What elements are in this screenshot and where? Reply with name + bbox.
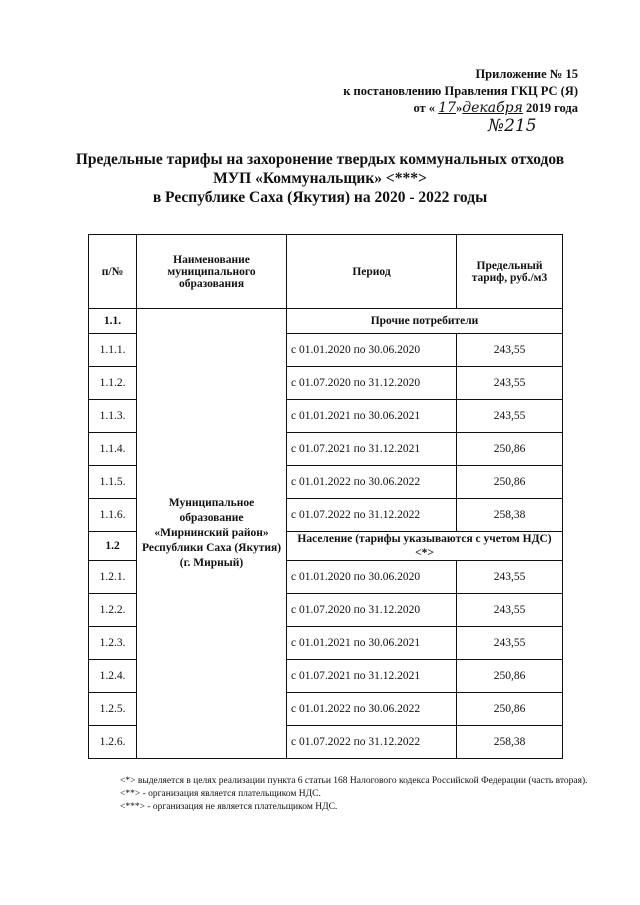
section-title: Прочие потребители (287, 309, 563, 334)
handwritten-document-number: №215 (488, 116, 537, 136)
row-period: с 01.07.2020 по 31.12.2020 (287, 594, 457, 627)
header-municipality: Наименование муниципального образования (137, 235, 287, 309)
row-tariff: 243,55 (457, 627, 563, 660)
row-number: 1.2.6. (89, 726, 137, 759)
row-tariff: 258,38 (457, 726, 563, 759)
appendix-number: Приложение № 15 (475, 67, 578, 81)
row-period: с 01.01.2020 по 30.06.2020 (287, 561, 457, 594)
row-number: 1.1.3. (89, 400, 137, 433)
appendix-date: от « 17»декабря 2019 года (413, 100, 578, 116)
appendix-block (343, 66, 578, 117)
footnotes (78, 775, 588, 814)
row-tariff: 243,55 (457, 400, 563, 433)
row-number: 1.1.4. (89, 433, 137, 466)
header-period: Период (287, 235, 457, 309)
row-number: 1.2.2. (89, 594, 137, 627)
tariff-table (88, 234, 563, 759)
section-number: 1.2 (89, 532, 137, 561)
row-tariff: 250,86 (457, 466, 563, 499)
row-number: 1.2.5. (89, 693, 137, 726)
row-period: с 01.01.2021 по 30.06.2021 (287, 400, 457, 433)
row-period: с 01.07.2022 по 31.12.2022 (287, 726, 457, 759)
row-tariff: 243,55 (457, 367, 563, 400)
row-period: с 01.01.2020 по 30.06.2020 (287, 334, 457, 367)
row-period: с 01.07.2021 по 31.12.2021 (287, 660, 457, 693)
header-tariff: Предельный тариф, руб./м3 (457, 235, 563, 309)
row-tariff: 250,86 (457, 693, 563, 726)
row-tariff: 243,55 (457, 334, 563, 367)
row-number: 1.1.2. (89, 367, 137, 400)
row-period: с 01.01.2022 по 30.06.2022 (287, 693, 457, 726)
page-title (60, 150, 580, 207)
row-period: с 01.07.2022 по 31.12.2022 (287, 499, 457, 532)
row-period: с 01.07.2020 по 31.12.2020 (287, 367, 457, 400)
row-number: 1.2.1. (89, 561, 137, 594)
footnote-not-vat-payer: <***> - организация не является плательщиком НДС. (120, 802, 338, 812)
row-tariff: 243,55 (457, 561, 563, 594)
row-number: 1.1.1. (89, 334, 137, 367)
appendix-reference: к постановлению Правления ГКЦ РС (Я) (343, 84, 578, 98)
title-line-2: МУП «Коммунальщик» <***> (213, 170, 427, 187)
section-number: 1.1. (89, 309, 137, 334)
footnote-vat-payer: <**> - организация является плательщиком НДС. (120, 789, 321, 799)
title-line-1: Предельные тарифы на захоронение твердых коммунальных отходов (75, 151, 565, 168)
table-header-row (89, 235, 563, 309)
row-number: 1.2.4. (89, 660, 137, 693)
row-tariff: 250,86 (457, 660, 563, 693)
header-num: п/№ (89, 235, 137, 309)
row-tariff: 250,86 (457, 433, 563, 466)
row-period: с 01.01.2021 по 30.06.2021 (287, 627, 457, 660)
row-tariff: 258,38 (457, 499, 563, 532)
footnote-vat-included: <*> выделяется в целях реализации пункта 6 статьи 168 Налогового кодекса Российской Федерации (часть вторая). (120, 776, 588, 786)
row-number: 1.1.5. (89, 466, 137, 499)
section-title: Население (тарифы указываются с учетом НДС) <*> (287, 532, 563, 561)
section-row (89, 309, 563, 334)
title-line-3: в Республике Саха (Якутия) на 2020 - 2022 годы (152, 189, 488, 206)
municipality-name: Муниципальное образование «Мирнинский район» Республики Саха (Якутия) (г. Мирный) (137, 309, 287, 759)
row-number: 1.2.3. (89, 627, 137, 660)
row-period: с 01.01.2022 по 30.06.2022 (287, 466, 457, 499)
row-number: 1.1.6. (89, 499, 137, 532)
row-tariff: 243,55 (457, 594, 563, 627)
handwritten-day: 17 (438, 100, 457, 116)
handwritten-month: декабря (462, 100, 523, 116)
row-period: с 01.07.2021 по 31.12.2021 (287, 433, 457, 466)
